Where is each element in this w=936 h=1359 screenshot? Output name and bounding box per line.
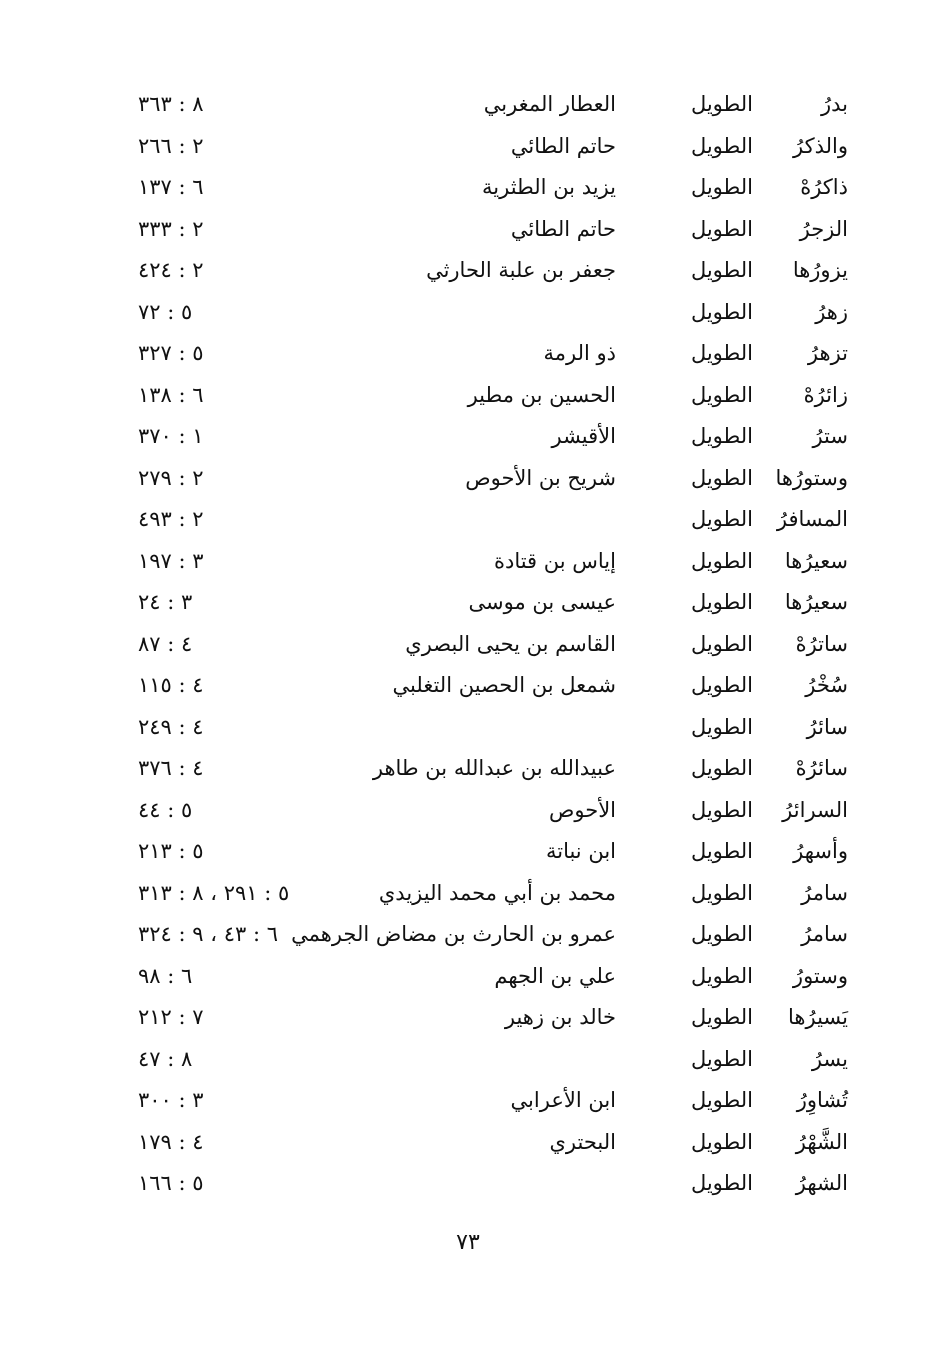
meter-cell: الطويل [690,1005,753,1029]
poet-cell: البحتري [549,1129,616,1154]
reference-cell: ٧ : ٢١٢ [138,1005,204,1029]
rhyme-cell: يَسيرُها [788,1005,848,1029]
rhyme-cell: ذاكرُهْ [800,175,848,199]
poet-cell: يزيد بن الطثرية [482,175,616,199]
reference-cell: ٣ : ١٩٧ [138,548,204,573]
reference-cell: ٤ : ١١٥ [138,673,204,697]
index-row [0,127,936,169]
poet-cell: شريح بن الأحوص [465,465,616,490]
reference-cell: ٤ : ٨٧ [138,631,193,656]
meter-cell: الطويل [690,963,753,988]
poet-cell: عمرو بن الحارث بن مضاض الجرهمي [291,922,616,946]
index-row [0,957,936,999]
meter-cell: الطويل [690,175,753,199]
reference-cell: ٥ : ٤٤ [138,797,193,822]
reference-cell: ٣ : ٣٠٠ [138,1088,204,1112]
reference-cell: ٢ : ٤٩٣ [138,507,204,531]
rhyme-cell: ساترُهْ [795,631,848,656]
index-row [0,210,936,252]
index-row [0,625,936,667]
rhyme-cell: الشَّهْرُ [795,1129,848,1154]
reference-cell: ٥ : ٢٩١ ، ٨ : ٣١٣ [138,880,290,905]
poet-cell: القاسم بن يحيى البصري [405,631,616,656]
index-row [0,1040,936,1082]
index-row [0,334,936,376]
rhyme-cell: الشهرُ [795,1171,848,1195]
reference-cell: ٥ : ٣٢٧ [138,341,204,365]
index-row [0,1123,936,1165]
rhyme-cell: المسافرُ [776,507,848,531]
rhyme-cell: سُخْرُ [805,673,848,697]
index-row [0,749,936,791]
rhyme-cell: يزورُها [792,258,848,282]
poet-cell: عبيدالله بن عبدالله بن طاهر [372,756,616,780]
reference-cell: ٢ : ٢٦٦ [138,133,204,158]
rhyme-cell: بدرُ [820,92,848,116]
reference-cell: ٦ : ١٣٨ [138,382,204,407]
rhyme-cell: سائرُ [806,714,848,739]
reference-cell: ٢ : ٤٢٤ [138,258,204,282]
rhyme-cell: سائرُهْ [795,756,848,780]
rhyme-cell: تُشاوِرُ [796,1088,848,1112]
poet-cell: محمد بن أبي محمد اليزيدي [378,880,616,905]
index-row [0,791,936,833]
poet-cell: ذو الرمة [543,341,616,365]
reference-cell: ٢ : ٣٣٣ [138,216,204,241]
meter-cell: الطويل [690,465,753,490]
meter-cell: الطويل [690,382,753,407]
rhyme-cell: سعيرُها [784,548,848,573]
index-row [0,251,936,293]
meter-cell: الطويل [690,797,753,822]
index-row [0,666,936,708]
index-row [0,1081,936,1123]
reference-cell: ٢ : ٢٧٩ [138,465,204,490]
poet-cell: خالد بن زهير [504,1005,616,1029]
poet-cell: الحسين بن مطير [467,382,616,407]
meter-cell: الطويل [690,216,753,241]
meter-cell: الطويل [690,714,753,739]
reference-cell: ٤ : ١٧٩ [138,1129,204,1154]
rhyme-cell: والذكرُ [793,133,848,158]
poet-cell: ابن نباتة [545,839,616,863]
poet-cell: ابن الأعرابي [510,1088,616,1112]
rhyme-cell: زائرُهْ [803,382,848,407]
rhyme-cell: وستورُها [775,465,848,490]
index-row [0,500,936,542]
meter-cell: الطويل [690,92,753,116]
index-row [0,832,936,874]
meter-cell: الطويل [690,631,753,656]
meter-cell: الطويل [690,548,753,573]
index-row [0,1164,936,1206]
index-row [0,417,936,459]
reference-cell: ٥ : ١٦٦ [138,1171,204,1195]
index-row [0,874,936,916]
meter-cell: الطويل [690,756,753,780]
poet-cell: علي بن الجهم [494,963,616,988]
poet-cell: شمعل بن الحصين التغلبي [392,673,616,697]
rhyme-cell: الزجرُ [799,216,848,241]
meter-cell: الطويل [690,507,753,531]
poet-cell: حاتم الطائي [510,216,616,241]
rhyme-cell: يسرُ [811,1046,848,1071]
reference-cell: ٦ : ٩٨ [138,963,193,988]
index-row [0,168,936,210]
reference-cell: ٦ : ٤٣ ، ٩ : ٣٢٤ [138,922,278,946]
rhyme-cell: سترُ [812,424,848,448]
rhyme-cell: السرائرُ [782,797,848,822]
index-row [0,915,936,957]
meter-cell: الطويل [690,341,753,365]
poet-cell: العطار المغربي [483,92,616,116]
rhyme-index-table [0,85,936,1206]
index-row [0,376,936,418]
page-number: ٧٣ [456,1230,480,1255]
meter-cell: الطويل [690,673,753,697]
meter-cell: الطويل [690,922,753,946]
rhyme-cell: تزهرُ [807,341,848,365]
reference-cell: ٤ : ٣٧٦ [138,756,204,780]
index-row [0,85,936,127]
poet-cell: حاتم الطائي [510,133,616,158]
index-row [0,583,936,625]
meter-cell: الطويل [690,424,753,448]
reference-cell: ٨ : ٣٦٣ [138,92,204,116]
reference-cell: ٦ : ١٣٧ [138,175,204,199]
rhyme-cell: وستورُ [792,963,848,988]
meter-cell: الطويل [690,299,753,324]
rhyme-cell: وأسهرُ [793,839,848,863]
poet-cell: عيسى بن موسى [468,590,616,614]
rhyme-cell: سامرُ [801,922,848,946]
reference-cell: ٤ : ٢٤٩ [138,714,204,739]
meter-cell: الطويل [690,590,753,614]
meter-cell: الطويل [690,1046,753,1071]
reference-cell: ١ : ٣٧٠ [138,424,204,448]
reference-cell: ٨ : ٤٧ [138,1046,193,1071]
rhyme-cell: سامرُ [801,880,848,905]
reference-cell: ٥ : ٧٢ [138,299,193,324]
poet-cell: جعفر بن علبة الحارثي [426,258,616,282]
reference-cell: ٣ : ٢٤ [138,590,193,614]
rhyme-cell: سعيرُها [784,590,848,614]
meter-cell: الطويل [690,1088,753,1112]
meter-cell: الطويل [690,1129,753,1154]
index-row [0,542,936,584]
meter-cell: الطويل [690,1171,753,1195]
meter-cell: الطويل [690,880,753,905]
meter-cell: الطويل [690,133,753,158]
index-row [0,998,936,1040]
rhyme-cell: زهرُ [815,299,848,324]
index-row [0,293,936,335]
poet-cell: إياس بن قتادة [493,548,616,573]
poet-cell: الأحوص [548,797,616,822]
index-row [0,708,936,750]
index-row [0,459,936,501]
meter-cell: الطويل [690,839,753,863]
poet-cell: الأقيشر [551,424,616,448]
reference-cell: ٥ : ٢١٣ [138,839,204,863]
meter-cell: الطويل [690,258,753,282]
